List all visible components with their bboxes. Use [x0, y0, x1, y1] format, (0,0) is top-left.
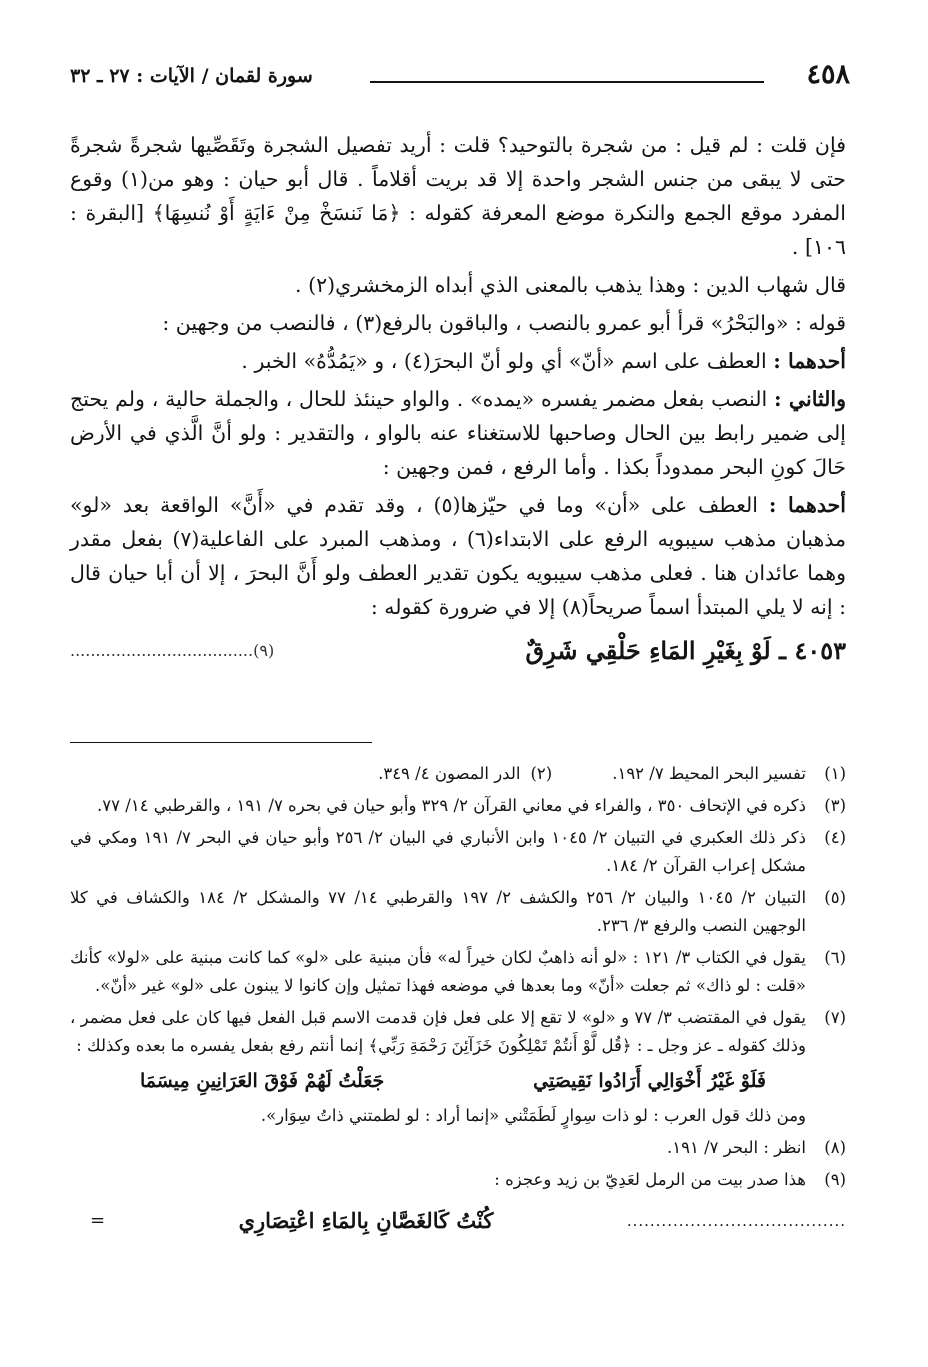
- footnote-1-2: [70, 760, 846, 788]
- footnote-text-tail: ومن ذلك قول العرب : لو ذات سِوارٍ لَطَمَتْني «إنما أراد : لو لطمتني ذاتُ سِوَار».: [260, 1106, 806, 1125]
- footnote-text: انظر : البحر ٧/ ١٩١.: [667, 1138, 806, 1157]
- footnote-number: (٣): [824, 796, 846, 815]
- couplet-first-half: فَلَوْ غَيْرُ أَخْوَالِي أَرَادُوا نَقِيصَتِي: [533, 1070, 766, 1092]
- verse-text: ٤٠٥٣ ـ لَوْ بِغَيْرِ المَاءِ حَلْقِي شَرِقٌ: [525, 636, 846, 665]
- running-title: سورة لقمان / الآيات : ٢٧ ـ ٣٢: [70, 65, 313, 87]
- footnote-8: [70, 1134, 846, 1162]
- footnote-number: (٧): [824, 1008, 846, 1027]
- footnote-rule: [70, 742, 372, 743]
- footnote-3: [70, 792, 846, 820]
- footnote-text: الدر المصون ٤/ ٣٤٩.: [378, 764, 521, 783]
- header-rule: [370, 81, 764, 83]
- footnote-4: [70, 824, 846, 880]
- footnote-number: (٤): [824, 828, 846, 847]
- footnote-text: يقول في الكتاب ٣/ ١٢١ : «لو أنه ذاهبٌ لكان خيراً له» فأن مبنية على «لو» كما كانت مبنية على «لولا» كأنك «قلت : لو ذاك» ثم جعلت «أنّ» وما بعدها في موضعه فهذا تمثيل وإن كانوا لا يبنون على «لو» غير «أنّ».: [70, 948, 806, 995]
- footnotes: [70, 760, 846, 1238]
- footnote-7-body: [70, 1004, 806, 1130]
- footnote-9: [70, 1166, 846, 1194]
- footnote-text: هذا صدر بيت من الرمل لعَدِيّ بن زيد وعجزه :: [494, 1170, 806, 1189]
- footnote-number: (٢): [530, 764, 553, 783]
- page-number: ٤٥٨: [806, 59, 850, 90]
- footnote-pair: [378, 760, 806, 788]
- page-header: [70, 58, 850, 94]
- footnote-text: يقول في المقتضب ٣/ ٧٧ و «لو» لا تقع إلا على فعل فإن قدمت الاسم قبل الفعل فيها كان على فعل مضمر ، وذلك كقوله ـ عز وجل ـ : ﴿قُل لَّوْ أَنتُمْ تَمْلِكُونَ خَزَآئِنَ رَحْمَةِ رَبِّي﴾ إنما أنتم رفع بفعل يفسره ما بعده وكذلك :: [70, 1008, 806, 1055]
- footnote-number: (١): [824, 764, 846, 783]
- paragraph-5: [70, 382, 846, 484]
- footnote-couplet: [70, 1060, 806, 1102]
- footnote-6: [70, 944, 846, 1000]
- footnote-number: (٩): [824, 1170, 846, 1189]
- paragraph-4: [70, 344, 846, 378]
- footnote-text: ذكره في الإتحاف ٣٥٠ ، والفراء في معاني القرآن ٢/ ٣٢٩ وأبو حيان في بحره ٧/ ١٩١ ، والقرطبي ١٤/ ٧٧.: [97, 796, 806, 815]
- paragraph-4-text: العطف على اسم «أنّ» أي ولو أنّ البحرَ(٤) ، و «يَمُدُّهُ» الخبر .: [241, 349, 767, 373]
- verse-text: كُنْتُ كَالغَصَّانِ بِالمَاءِ اعْتِصَارِي: [238, 1208, 494, 1233]
- paragraph-6-label: أحدهما :: [768, 493, 846, 517]
- footnote-text: ذكر ذلك العكبري في التبيان ٢/ ١٠٤٥ وابن الأنباري في البيان ٢/ ٢٥٦ وأبو حيان في البحر ٧/ ١٩١ ومكي في مشكل إعراب القرآن ٢/ ١٨٤.: [70, 828, 806, 875]
- couplet-second-half: جَعَلْتُ لَهُمْ فَوْقَ العَرَانِينِ مِيسَمَا: [140, 1070, 385, 1092]
- paragraph-1: فإن قلت : لم قيل : من شجرة بالتوحيد؟ قلت : أريد تفصيل الشجرة وتَقَصِّيها شجرةً شجرةً حتى لا يبقى من جنس الشجر واحدة إلا قد بريت أقلاماً . قال أبو حيان : وهو من(١) وقوع المفرد موقع الجمع والنكرة موضع المعرفة كقوله : ﴿مَا نَنسَخْ مِنْ ءَايَةٍ أَوْ نُنسِهَا﴾ [البقرة : ١٠٦] .: [70, 133, 846, 259]
- paragraph-6: [70, 488, 846, 624]
- footnote-5: [70, 884, 846, 940]
- footnote-number: (٨): [824, 1138, 846, 1157]
- paragraph-5-label: والثاني :: [773, 387, 846, 411]
- paragraph-3: قوله : «والبَحْرُ» قرأ أبو عمرو بالنصب ، والباقون بالرفع(٣) ، فالنصب من وجهين :: [162, 311, 846, 335]
- poetry-verse: [70, 634, 846, 668]
- paragraph-5-text: النصب بفعل مضمر يفسره «يمده» . والواو حينئذ للحال ، والجملة حالية ، ولم يحتج إلى ضمير رابط بين الحال وصاحبها للاستغناء عنه بالواو ، والتقدير : ولو أنَّ الَّذي في الأرض حَالَ كونِ البحر ممدوداً بكذا . وأما الرفع ، فمن وجهين :: [70, 387, 846, 479]
- footnote-7: [70, 1004, 846, 1130]
- continuation-mark: =: [90, 1210, 106, 1231]
- footnote-text: تفسير البحر المحيط ٧/ ١٩٢.: [612, 764, 806, 783]
- footnote-number: (٦): [824, 948, 846, 967]
- paragraph-2: قال شهاب الدين : وهذا يذهب بالمعنى الذي أبداه الزمخشري(٢) .: [295, 273, 846, 297]
- footnote-9-verse: [70, 1204, 846, 1238]
- paragraph-6-text: العطف على «أن» وما في حيّزها(٥) ، وقد تقدم في «أَنَّ» الواقعة بعد «لو» مذهبان مذهب سيبويه الرفع على الابتداء(٦) ، ومذهب المبرد على الفاعلية(٧) بفعل مقدر وهما عائدان هنا . فعلى مذهب سيبويه يكون تقدير العطف ولو أَنَّ البحرَ ، إلا أن أبا حيان قال : إنه لا يلي المبتدأ اسماً صريحاً(٨) إلا في ضرورة كقوله :: [70, 493, 846, 619]
- main-text: [70, 128, 846, 668]
- verse-dots: ......................................: [626, 1212, 846, 1230]
- paragraph-4-label: أحدهما :: [773, 349, 846, 373]
- footnote-text: التبيان ٢/ ١٠٤٥ والبيان ٢/ ٢٥٦ والكشف ٢/ ١٩٧ والقرطبي ١٤/ ٧٧ والمشكل ٢/ ١٨٤ والكشاف في كلا الوجهين النصب والرفع ٣/ ٢٣٦.: [70, 888, 807, 935]
- verse-dots: (٩)....................................: [70, 641, 275, 660]
- footnote-number: (٥): [824, 888, 846, 907]
